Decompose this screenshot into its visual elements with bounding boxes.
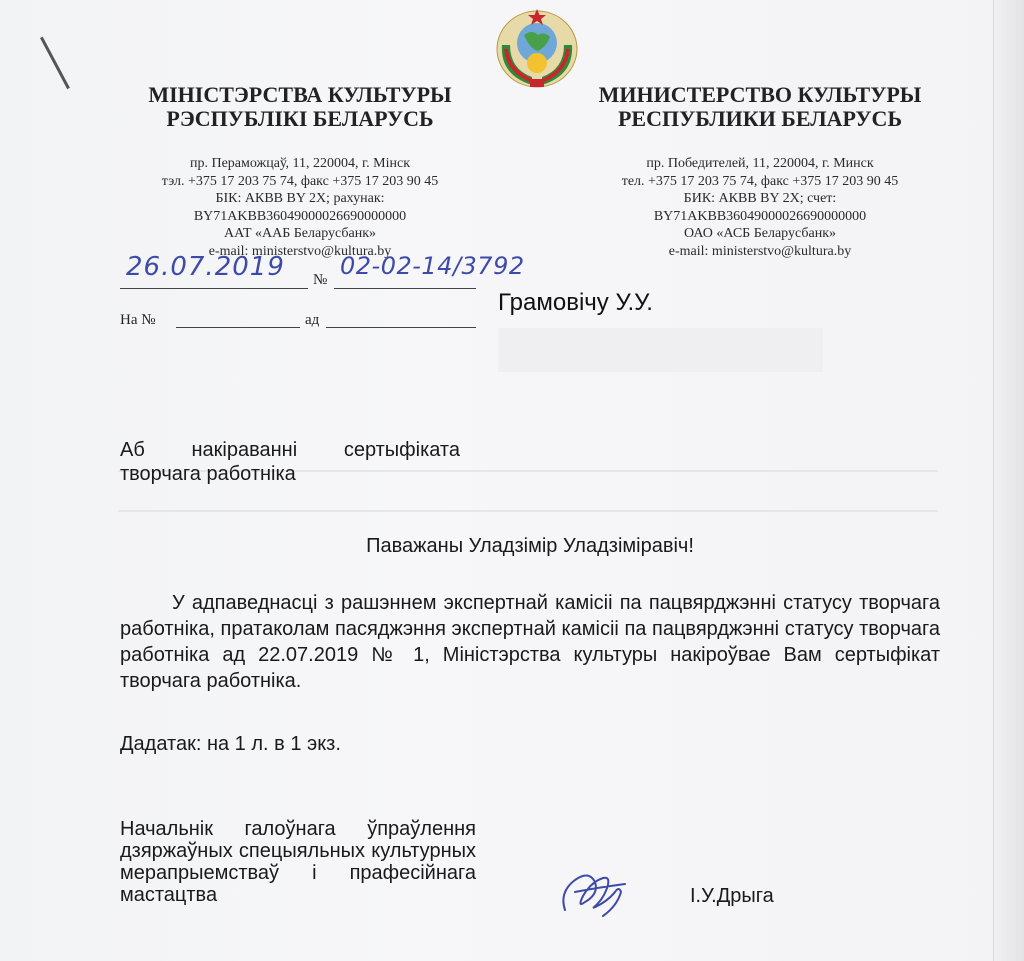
number-line: [334, 288, 476, 289]
registration-date: 26.07.2019: [126, 252, 285, 282]
greeting: Паважаны Уладзімір Уладзіміравіч!: [366, 535, 694, 557]
date-line: [120, 288, 308, 289]
address-line: e-mail: ministerstvo@kultura.by: [668, 243, 852, 259]
address-line: тэл. +375 17 203 75 74, факс +375 17 203 90 45: [161, 173, 439, 189]
address-line: тел. +375 17 203 75 74, факс +375 17 203 90 45: [621, 173, 899, 189]
ministry-title-be-line2: РЭСПУБЛІКІ БЕЛАРУСЬ: [166, 106, 434, 131]
reference-line: [176, 327, 300, 328]
signer-name: І.У.Дрыга: [690, 885, 774, 907]
show-through-line: [118, 510, 938, 512]
address-line: ОАО «АСБ Беларусбанк»: [683, 226, 836, 241]
number-label: №: [313, 272, 328, 288]
attachment-note: Дадатак: на 1 л. в 1 экз.: [120, 733, 341, 755]
ministry-title-ru: [560, 83, 960, 131]
reference-date-line: [326, 327, 476, 328]
state-emblem-icon: [494, 5, 580, 89]
redacted-address: [498, 328, 823, 372]
reference-from-label: ад: [305, 312, 320, 328]
ministry-title-ru-line1: МИНИСТЕРСТВО КУЛЬТУРЫ: [598, 82, 922, 107]
signer-position: Начальнік галоўнага ўпраўлення дзяржаўных спецыяльных культурных мерапрыемстваў і прафесійнага мастацтва: [120, 818, 476, 906]
page-edge: [993, 0, 1024, 961]
letter-body: У адпаведнасці з рашэннем экспертнай камісіі па пацвярджэнні статусу творчага работніка, пратаколам пасяджэння экспертнай камісіі па пацвярджэнні статусу творчага работніка ад 22.07.2019 № 1, Міністэрства культуры накіроўвае Вам сертыфікат творчага работніка.: [120, 592, 940, 692]
ministry-address-be: [120, 155, 480, 260]
address-line: пр. Пераможцаў, 11, 220004, г. Мінск: [189, 156, 410, 171]
address-line: e-mail: ministerstvo@kultura.by: [208, 243, 392, 259]
letter-subject: Аб накіраванні сертыфіката творчага работніка: [120, 439, 460, 485]
ministry-address-ru: [560, 155, 960, 260]
pen-mark: [40, 37, 70, 90]
address-line: BY71AKBB36049000026690000000: [653, 208, 867, 224]
addressee: Грамовічу У.У.: [498, 289, 653, 316]
reference-label: На №: [120, 312, 156, 328]
address-line: БИК: АКВВ BY 2X; счет:: [683, 191, 837, 206]
ministry-title-ru-line2: РЕСПУБЛИКИ БЕЛАРУСЬ: [617, 106, 902, 131]
registration-number: 02-02-14/3792: [340, 252, 525, 280]
ministry-title-be: [120, 83, 480, 131]
ministry-title-be-line1: МІНІСТЭРСТВА КУЛЬТУРЫ: [148, 82, 452, 107]
address-line: БІК: АКВВ BY 2X; рахунак:: [215, 191, 385, 206]
address-line: пр. Победителей, 11, 220004, г. Минск: [646, 156, 874, 171]
address-line: BY71AKBB36049000026690000000: [193, 208, 407, 224]
handwritten-signature-icon: [555, 862, 635, 922]
address-line: ААТ «ААБ Беларусбанк»: [223, 226, 377, 241]
